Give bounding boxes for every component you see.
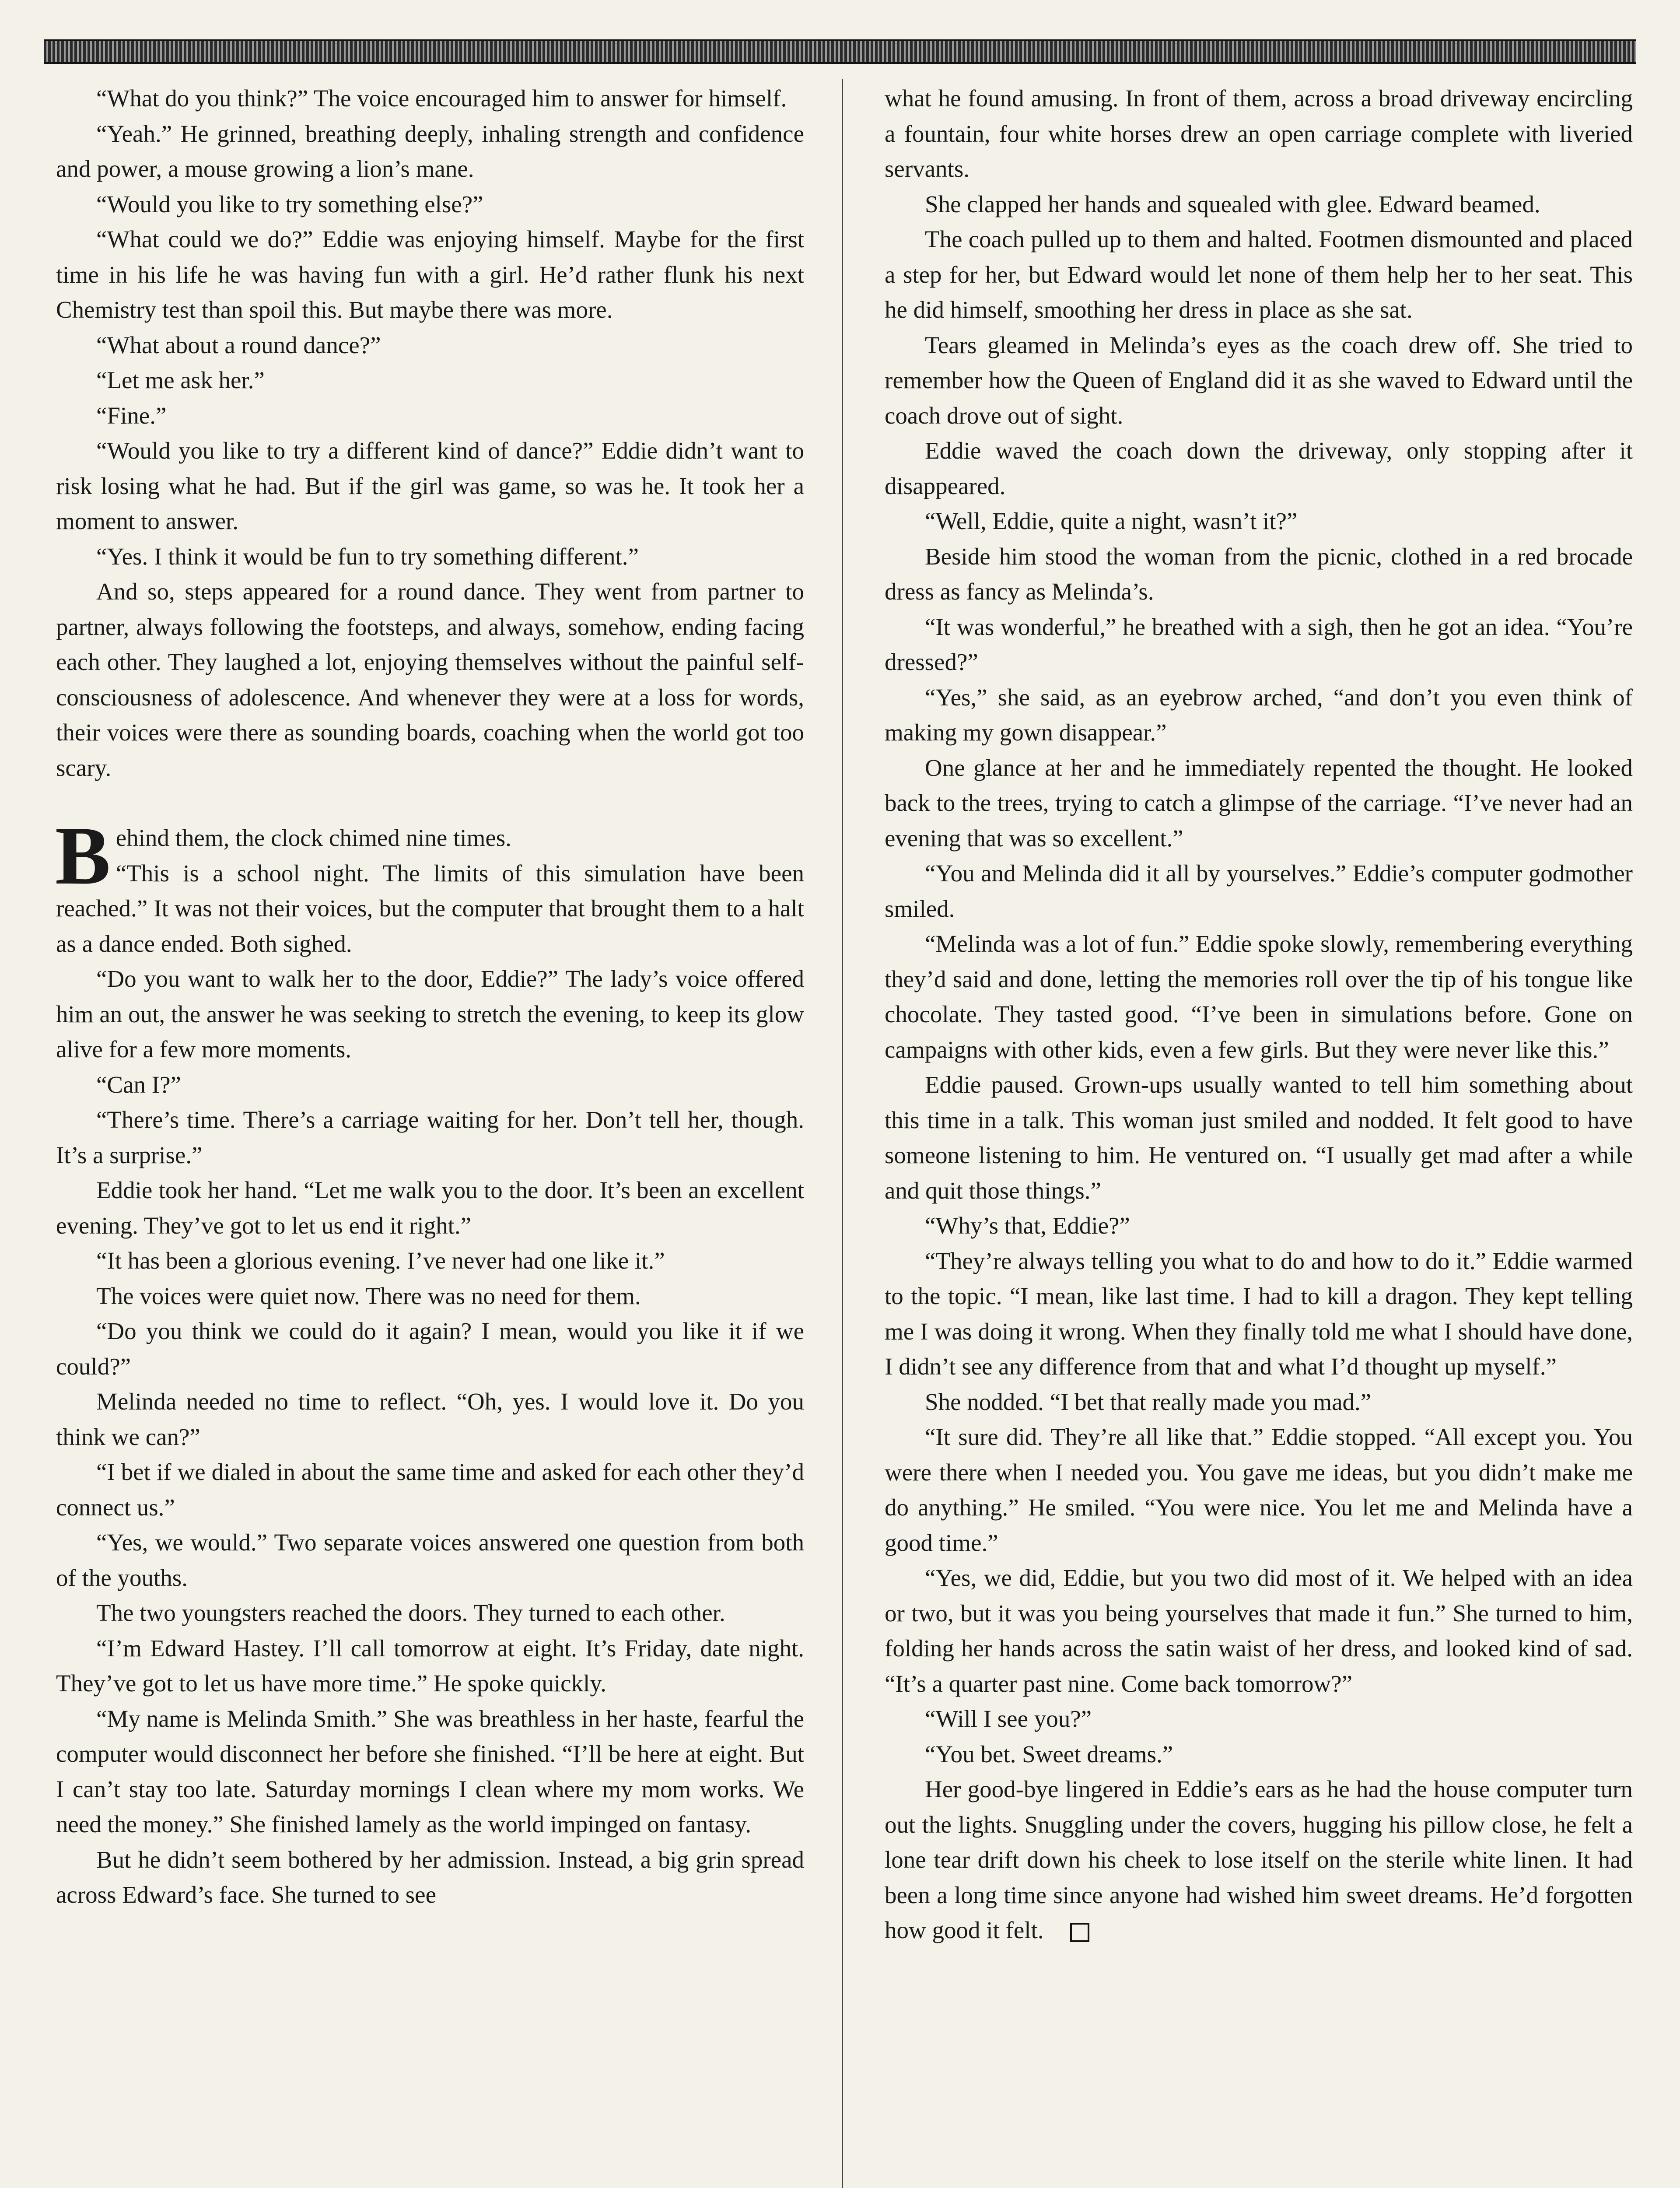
paragraph-text: Her good-bye lingered in Eddie’s ears as he had the house computer turn out the lights. Snuggling under the covers, hugging his pillow close, he felt a lone tear drift down his cheek to lose itself on the sterile white linen. It had been a long time since anyone had wished him sweet dreams. He’d forgotten how good it felt. [885,1776,1633,1943]
paragraph: Eddie paused. Grown-ups usually wanted to tell him something about this time in a talk. This woman just smiled and nodded. It felt good to have someone listening to him. He ventured on. “I usually get mad after a while and quit those things.” [885,1071,1633,1204]
paragraph: Melinda needed no time to reflect. “Oh, yes. I would love it. Do you think we can?” [56,1388,804,1450]
paragraph: “Do you think we could do it again? I mean, would you like it if we could?” [56,1318,804,1380]
paragraph: “It has been a glorious evening. I’ve never had one like it.” [96,1247,665,1274]
paragraph: “What could we do?” Eddie was enjoying himself. Maybe for the first time in his life he was having fun with a girl. He’d rather flunk his next Chemistry test than spoil this. But maybe there was more. [56,226,804,323]
paragraph: “It was wonderful,” he breathed with a sigh, then he got an idea. “You’re dressed?” [885,613,1633,675]
paragraph: Beside him stood the woman from the picnic, clothed in a red brocade dress as fancy as Melinda’s. [885,543,1633,605]
paragraph: “My name is Melinda Smith.” She was breathless in her haste, fearful the computer would disconnect her before she finished. “I’ll be here at eight. But I can’t stay too late. Saturday mornings I clean where my mom works. We need the money.” She finished lamely as the world impinged on fantasy. [56,1705,804,1837]
section-opening-paragraph [55,810,804,902]
paragraph: “This is a school night. The limits of this simulation have been reached.” It was not their voices, but the computer that brought them to a halt as a dance ended. Both sighed. [56,859,804,957]
paragraph: “There’s time. There’s a carriage waiting for her. Don’t tell her, though. It’s a surprise.” [56,1106,804,1168]
paragraph: “Do you want to walk her to the door, Eddie?” The lady’s voice offered him an out, the answer he was seeking to stretch the evening, to keep its glow alive for a few more moments. [56,965,804,1062]
left-column [56,81,804,1913]
end-of-story-square-icon [1070,1923,1089,1942]
paragraph: what he found amusing. In front of them, across a broad driveway encircling a fountain, four white horses drew an open carriage complete with liveried servants. [885,85,1633,182]
paragraph: “Would you like to try something else?” [96,190,483,217]
paragraph: “What about a round dance?” [96,331,381,358]
paragraph: Eddie waved the coach down the driveway, only stopping after it disappeared. [885,437,1633,499]
paragraph: One glance at her and he immediately repented the thought. He looked back to the trees, trying to catch a glimpse of the carriage. “I’ve never had an evening that was so excellent.” [885,754,1633,852]
final-paragraph [885,1772,1633,1948]
paragraph: “You and Melinda did it all by yourselves.” Eddie’s computer godmother smiled. [885,860,1633,922]
paragraph: “Will I see you?” [925,1705,1092,1732]
paragraph: “Melinda was a lot of fun.” Eddie spoke slowly, remembering everything they’d said and done, letting the memories roll over the tip of his tongue like chocolate. They tasted good. “I’ve been in simulations before. Gone on campaigns with other kids, even a few girls. But they were never like this.” [885,930,1633,1063]
paragraph: And so, steps appeared for a round dance. They went from partner to partner, always following the footsteps, and always, somehow, ending facing each other. They laughed a lot, enjoying themselves without the painful self-consciousness of adolescence. And whenever they were at a loss for words, their voices were there as sounding boards, coaching when the world got too scary. [56,578,804,781]
paragraph: “You bet. Sweet dreams.” [925,1740,1173,1767]
paragraph: “Yeah.” He grinned, breathing deeply, inhaling strength and confidence and power, a mouse growing a lion’s mane. [56,120,804,182]
paragraph: She nodded. “I bet that really made you mad.” [925,1388,1372,1415]
paragraph: “Why’s that, Eddie?” [925,1212,1130,1239]
paragraph: “I’m Edward Hastey. I’ll call tomorrow at eight. It’s Friday, date night. They’ve got to let us have more time.” He spoke quickly. [56,1634,804,1697]
paragraph: “Can I?” [96,1071,181,1098]
paragraph: Eddie took her hand. “Let me walk you to the door. It’s been an excellent evening. They’ve got to let us end it right.” [56,1177,804,1239]
paragraph-text: ehind them, the clock chimed nine times. [116,824,511,851]
right-column [885,81,1633,1948]
paragraph: The two youngsters reached the doors. They turned to each other. [96,1599,725,1626]
paragraph: The voices were quiet now. There was no need for them. [96,1282,641,1309]
top-decorative-rule [44,39,1636,64]
paragraph: “Well, Eddie, quite a night, wasn’t it?” [925,508,1298,534]
paragraph: Tears gleamed in Melinda’s eyes as the coach drew off. She tried to remember how the Queen of England did it as she waved to Edward until the coach drove out of sight. [885,331,1633,429]
paragraph: “Yes. I think it would be fun to try something different.” [96,543,639,570]
column-divider [842,79,843,2188]
paragraph: “What do you think?” The voice encouraged him to answer for himself. [96,85,787,112]
dropcap-letter: B [55,810,111,902]
paragraph: “Yes,” she said, as an eyebrow arched, “and don’t you even think of making my gown disappear.” [885,684,1633,746]
paragraph: “It sure did. They’re all like that.” Eddie stopped. “All except you. You were there when I needed you. You gave me ideas, but you didn’t make me do anything.” He smiled. “You were nice. You let me and Melinda have a good time.” [885,1424,1633,1556]
paragraph: “Yes, we did, Eddie, but you two did most of it. We helped with an idea or two, but it was you being yourselves that made it fun.” She turned to him, folding her hands across the satin waist of her dress, and looked kind of sad. “It’s a quarter past nine. Come back tomorrow?” [885,1564,1633,1697]
paragraph: But he didn’t seem bothered by her admission. Instead, a big grin spread across Edward’s face. She turned to see [56,1846,804,1908]
paragraph: “I bet if we dialed in about the same time and asked for each other they’d connect us.” [56,1459,804,1521]
paragraph: “Yes, we would.” Two separate voices answered one question from both of the youths. [56,1529,804,1591]
paragraph: “Let me ask her.” [96,367,265,393]
paragraph: The coach pulled up to them and halted. Footmen dismounted and placed a step for her, but Edward would let none of them help her to her seat. This he did himself, smoothing her dress in place as she sat. [885,226,1633,323]
paragraph: “They’re always telling you what to do and how to do it.” Eddie warmed to the topic. “I mean, like last time. I had to kill a dragon. They kept telling me I was doing it wrong. When they finally told me what I should have done, I didn’t see any difference from that and what I’d thought up myself.” [885,1247,1633,1380]
paragraph: “Would you like to try a different kind of dance?” Eddie didn’t want to risk losing what he had. But if the girl was game, so was he. It took her a moment to answer. [56,437,804,534]
paragraph: She clapped her hands and squealed with glee. Edward beamed. [925,190,1540,217]
paragraph: “Fine.” [96,402,167,429]
